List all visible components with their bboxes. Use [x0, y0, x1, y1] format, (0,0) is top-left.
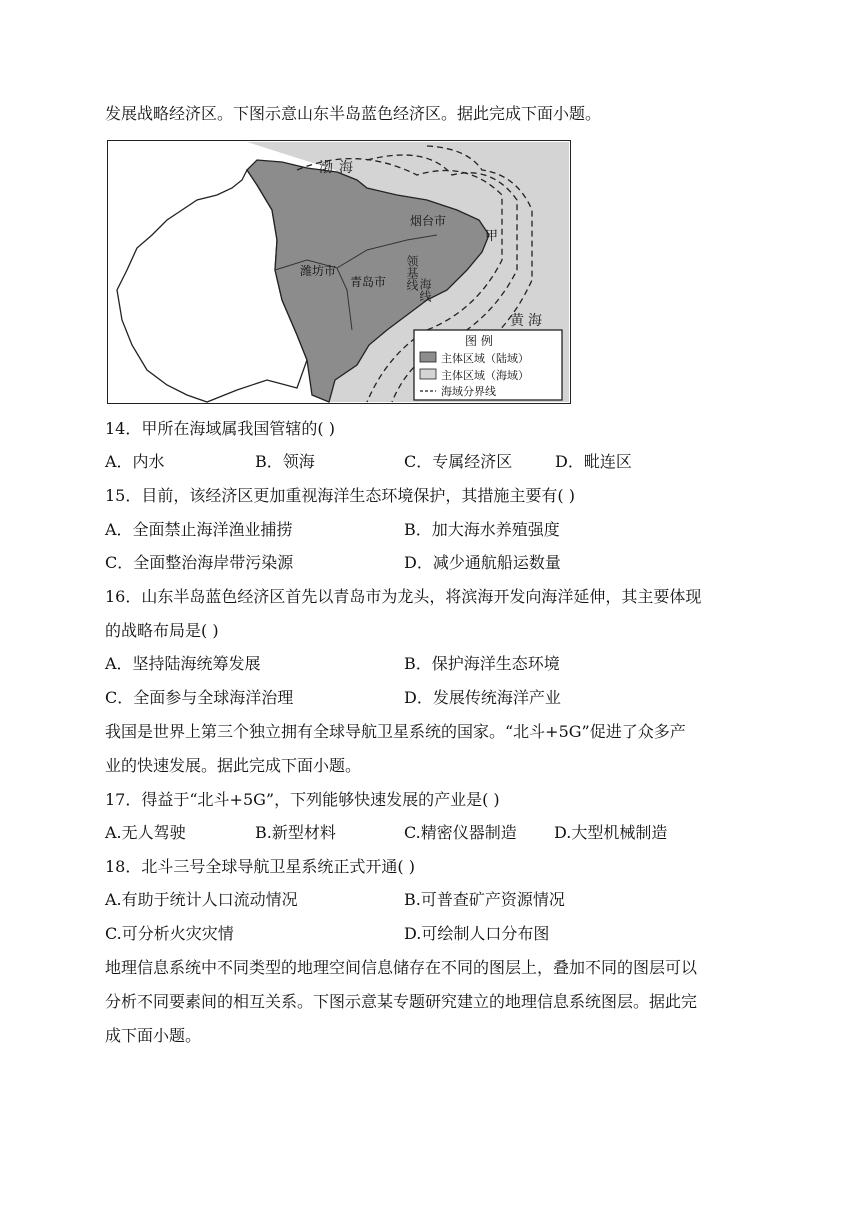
legend-land-label: 主体区域（陆域） — [441, 352, 529, 365]
map-legend — [414, 330, 562, 400]
question-17-option-b: B.新型材料 — [255, 823, 336, 842]
qingdao-label: 青岛市 — [350, 275, 387, 289]
question-15-option-b: B．加大海水养殖强度 — [404, 520, 560, 539]
question-16-option-d: D．发展传统海洋产业 — [404, 688, 561, 707]
question-16-option-b: B．保护海洋生态环境 — [404, 654, 560, 673]
question-15-option-c: C．全面整治海岸带污染源 — [105, 553, 294, 572]
question-15-option-a: A．全面禁止海洋渔业捕捞 — [105, 520, 293, 539]
huanghai-label: 黄海 — [510, 313, 546, 329]
question-17-stem: 17．得益于“北斗+5G”，下列能够快速发展的产业是( ) — [105, 790, 500, 809]
question-18-option-a: A.有助于统计人口流动情况 — [105, 890, 298, 909]
legend-title: 图 例 — [465, 334, 493, 348]
weifang-label: 潍坊市 — [300, 264, 337, 278]
question-17-option-c: C.精密仪器制造 — [404, 823, 517, 842]
shandong-blue-economic-zone-map — [107, 140, 571, 404]
question-18-stem: 18．北斗三号全球导航卫星系统正式开通( ) — [105, 857, 415, 876]
question-16-option-a: A．坚持陆海统筹发展 — [105, 654, 261, 673]
question-16-stem-line1: 16．山东半岛蓝色经济区首先以青岛市为龙头，将滨海开发向海洋延伸，其主要体现 — [105, 587, 702, 606]
question-14-option-c: C．专属经济区 — [404, 452, 513, 471]
jia-label: 甲 — [485, 229, 499, 244]
haixian-label: 海线 — [418, 278, 432, 302]
yantai-label: 烟台市 — [410, 214, 447, 228]
question-16-option-c: C．全面参与全球海洋治理 — [105, 688, 294, 707]
question-14-option-b: B．领海 — [255, 452, 315, 471]
question-14-stem: 14．甲所在海域属我国管辖的( ) — [105, 419, 335, 438]
question-18-option-d: D.可绘制人口分布图 — [404, 924, 550, 943]
lingji-label: 领基线 — [405, 255, 419, 291]
legend-sea-swatch — [420, 369, 436, 379]
question-16-stem-line2: 的战略布局是( ) — [105, 621, 219, 640]
question-18-option-c: C.可分析火灾灾情 — [105, 924, 234, 943]
question-14-option-d: D．毗连区 — [555, 452, 632, 471]
intro-paragraph-bottom-line2: 分析不同要素间的相互关系。下图示意某专题研究建立的地理信息系统图层。据此完 — [105, 992, 698, 1011]
intro-paragraph-mid-line2: 业的快速发展。据此完成下面小题。 — [105, 756, 362, 775]
intro-paragraph-mid-line1: 我国是世界上第三个独立拥有全球导航卫星系统的国家。“北斗+5G”促进了众多产 — [105, 722, 686, 741]
legend-boundary-label: 海域分界线 — [441, 385, 496, 398]
intro-paragraph-bottom-line3: 成下面小题。 — [105, 1026, 202, 1045]
bohai-label: 渤海 — [319, 160, 359, 176]
question-17-option-a: A.无人驾驶 — [105, 823, 186, 842]
question-15-stem: 15．目前，该经济区更加重视海洋生态环境保护，其措施主要有( ) — [105, 486, 575, 505]
question-17-option-d: D.大型机械制造 — [554, 823, 668, 842]
question-15-option-d: D．减少通航船运数量 — [404, 553, 561, 572]
legend-land-swatch — [420, 352, 436, 362]
intro-paragraph-bottom-line1: 地理信息系统中不同类型的地理空间信息储存在不同的图层上，叠加不同的图层可以 — [105, 958, 698, 977]
question-18-option-b: B.可普查矿产资源情况 — [404, 890, 565, 909]
question-14-option-a: A．内水 — [105, 452, 165, 471]
intro-paragraph-top: 发展战略经济区。下图示意山东半岛蓝色经济区。据此完成下面小题。 — [105, 104, 602, 123]
map-graphic — [107, 140, 571, 404]
legend-sea-label: 主体区域（海域） — [441, 369, 529, 382]
